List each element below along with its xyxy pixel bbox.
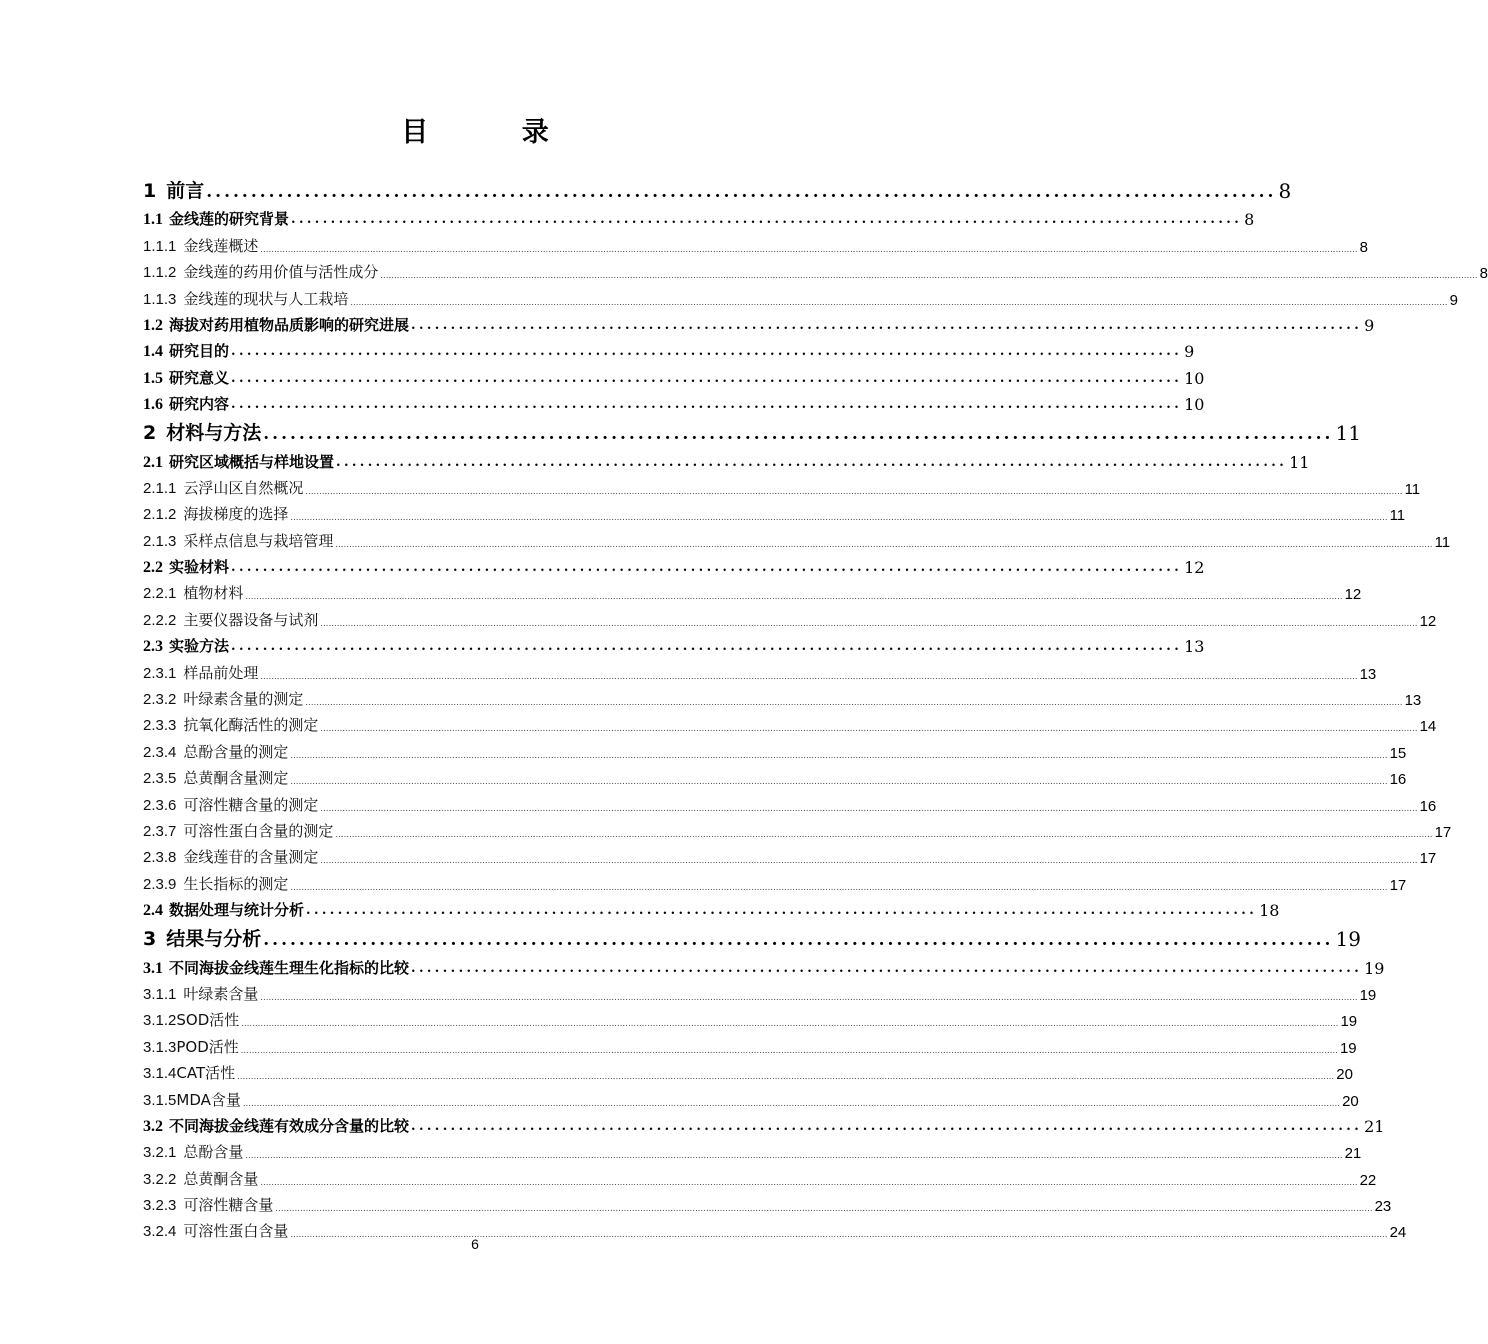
toc-entry-label <box>143 609 318 630</box>
toc-entry[interactable] <box>143 978 1377 1004</box>
dot-leader: ................................................................................................................................................................................................................................................................................................................................................................................................................ <box>237 1072 1335 1082</box>
toc-entry-number: 2.3.4 <box>143 743 177 761</box>
toc-entry-label <box>143 340 229 361</box>
toc-entry-number: 2.1 <box>143 453 163 471</box>
toc-entry[interactable] <box>143 709 1437 736</box>
toc-entry[interactable] <box>143 172 1292 203</box>
toc-entry-page: 13 <box>1404 692 1422 710</box>
toc-entry-label <box>143 418 261 445</box>
toc-entry[interactable] <box>143 841 1437 868</box>
toc-entry-label <box>143 635 229 656</box>
toc-entry[interactable] <box>143 309 1375 335</box>
toc-entry[interactable] <box>143 445 1310 472</box>
page-title: 目 录 <box>401 117 591 148</box>
toc-entry[interactable] <box>143 1030 1357 1057</box>
toc-entry-page: 13 <box>1184 637 1205 657</box>
toc-entry[interactable] <box>143 229 1368 256</box>
toc-entry-label <box>143 688 303 709</box>
toc-entry[interactable] <box>143 1110 1385 1136</box>
toc-entry-label <box>143 503 288 524</box>
toc-entry-title: 叶绿素含量的测定 <box>183 690 304 709</box>
toc-entry[interactable] <box>143 867 1407 894</box>
toc-entry[interactable] <box>143 282 1458 309</box>
toc-entry-number: 2.3.9 <box>143 875 177 893</box>
toc-entry-label <box>143 1062 235 1083</box>
toc-entry-number: 2.2 <box>143 559 163 577</box>
toc-entry-page: 16 <box>1389 771 1407 789</box>
toc-entry[interactable] <box>143 414 1361 446</box>
toc-entry-number: 1.1 <box>143 211 163 229</box>
toc-entry-number: 2.1.3 <box>143 532 177 550</box>
dot-leader: ................................................................................................................................................................................................................................................................................................................................................................................................................ <box>380 271 1478 281</box>
toc-entry[interactable] <box>143 524 1451 551</box>
toc-entry[interactable] <box>143 388 1205 415</box>
toc-entry-page: 17 <box>1419 850 1437 868</box>
toc-entry-label <box>143 983 258 1004</box>
toc-entry-page: 19 <box>1364 958 1385 978</box>
toc-entry-page: 10 <box>1184 368 1205 388</box>
dot-leader: ................................................................................................................................................................................................................................................................................................................................................................................................................ <box>290 882 1388 892</box>
toc-entry-title: 可溶性糖含量 <box>183 1196 274 1215</box>
dot-leader: ................................................................................................................................................................................................................................................................................................................................................................................................................ <box>275 1204 1373 1214</box>
toc-entry-label <box>143 741 288 762</box>
toc-entry[interactable] <box>143 1083 1359 1110</box>
toc-entry-title: 植物材料 <box>183 584 244 603</box>
toc-entry-page: 8 <box>1359 238 1368 256</box>
toc-entry-title: 云浮山区自然概况 <box>183 478 304 497</box>
toc-entry-page: 17 <box>1434 823 1452 841</box>
toc-entry[interactable] <box>143 656 1377 683</box>
toc-entry-number: 2.1.1 <box>143 479 177 497</box>
dot-leader: ........................................................................................................................ <box>231 560 1183 576</box>
toc-entry-number: 3.2.4 <box>143 1223 177 1241</box>
toc-entry-title: 实验材料 <box>169 558 230 577</box>
toc-entry-label <box>143 314 409 335</box>
toc-entry-number: 2.3.5 <box>143 770 177 788</box>
toc-entry-title: 材料与方法 <box>166 422 262 445</box>
dot-leader: ................................................................................................................................................................................................................................................................................................................................................................................................................ <box>260 1177 1358 1187</box>
dot-leader: ................................................................................................................................................................................................................................................................................................................................................................................................................ <box>290 750 1388 760</box>
toc-entry-number: 1.4 <box>143 343 163 361</box>
toc-entry-label <box>143 393 229 414</box>
toc-entry-page: 8 <box>1479 265 1488 283</box>
toc-entry-number: 3.1.1 <box>143 985 177 1003</box>
toc-entry-title: 金线莲的药用价值与活性成分 <box>183 263 379 282</box>
toc-entry-page: 9 <box>1364 315 1375 335</box>
toc-entry-title: 可溶性蛋白含量的测定 <box>183 821 334 840</box>
toc-entry-label <box>143 1168 258 1189</box>
toc-entry-page: 15 <box>1389 744 1407 762</box>
toc-entry-number: 2.3.3 <box>143 717 177 735</box>
toc-entry-label <box>143 662 258 683</box>
dot-leader: ................................................................................................................................................................................................................................................................................................................................................................................................................ <box>245 592 1343 602</box>
toc-entry-label <box>143 1009 239 1030</box>
toc-entry-label <box>143 1141 243 1162</box>
dot-leader: ........................................................................................................................ <box>291 212 1243 228</box>
toc-entry-label <box>143 530 333 551</box>
toc-entry-page: 19 <box>1359 986 1377 1004</box>
toc-entry[interactable] <box>143 735 1407 762</box>
toc-entry-title: 金线莲概述 <box>183 236 259 255</box>
toc-entry[interactable] <box>143 762 1407 789</box>
toc-entry-label <box>143 714 318 735</box>
toc-entry-number: 3.2.3 <box>143 1197 177 1215</box>
toc-entry-label <box>143 794 318 815</box>
toc-entry[interactable] <box>143 472 1421 498</box>
dot-leader: ........................................................................................................................ <box>231 397 1183 413</box>
toc-entry-page: 13 <box>1359 665 1377 683</box>
toc-entry-number: 1.2 <box>143 316 163 334</box>
toc-entry-title: 实验方法 <box>169 637 230 656</box>
toc-entry-label <box>143 451 334 472</box>
toc-entry-title: 研究意义 <box>169 368 230 387</box>
toc-entry-title: 总黄酮含量 <box>183 1169 259 1188</box>
toc-entry-page: 11 <box>1389 507 1406 525</box>
dot-leader: ................................................................................................................................................................................................................................................................................................................................................................................................................ <box>320 856 1418 866</box>
toc-entry-label <box>143 477 303 498</box>
toc-entry-number: 1.5 <box>143 369 163 387</box>
toc-entry-title: 研究目的 <box>169 342 230 361</box>
toc-entry-title: 总酚含量的测定 <box>183 742 289 761</box>
toc-entry-page: 12 <box>1344 586 1362 604</box>
dot-leader: ................................................................................................................................................................................................................................................................................................................................................................................................................ <box>335 829 1433 839</box>
toc-entry[interactable] <box>143 951 1385 978</box>
toc-entry-label <box>143 820 333 841</box>
toc-entry-title: CAT活性 <box>176 1064 236 1083</box>
toc-entry-label <box>143 957 409 978</box>
toc-entry-page: 8 <box>1278 179 1292 203</box>
toc-entry-number: 3.1.5 <box>143 1091 177 1109</box>
toc-entry[interactable] <box>143 815 1452 841</box>
toc-entry-title: 不同海拔金线莲生理生化指标的比较 <box>169 958 410 977</box>
toc-entry-page: 19 <box>1340 1013 1358 1031</box>
toc-entry-title: 金线莲的现状与人工栽培 <box>183 289 349 308</box>
toc-entry-number: 3.2.1 <box>143 1144 177 1162</box>
toc-entry-label <box>143 176 204 203</box>
toc-entry-label <box>143 767 288 788</box>
toc-entry[interactable] <box>143 1057 1353 1084</box>
toc-entry-page: 20 <box>1336 1066 1353 1084</box>
dot-leader: ................................................................................................................................................................................................................................................................................................................................................................................................................ <box>305 486 1403 496</box>
toc-entry-number: 3.2 <box>143 1117 163 1135</box>
dot-leader: ........................................................................................................................ <box>263 424 1334 445</box>
toc-entry[interactable] <box>143 630 1205 657</box>
toc-entry-page: 19 <box>1335 927 1361 952</box>
dot-leader: ................................................................................................................................................................................................................................................................................................................................................................................................................ <box>245 1151 1343 1161</box>
dot-leader: ........................................................................................................................ <box>336 454 1288 470</box>
toc-entry-page: 11 <box>1404 480 1421 498</box>
toc-entry-number: 2.1.2 <box>143 506 177 524</box>
toc-entry[interactable] <box>143 1136 1362 1163</box>
dot-leader: ................................................................................................................................................................................................................................................................................................................................................................................................................ <box>335 539 1433 549</box>
toc-entry[interactable] <box>143 894 1280 921</box>
dot-leader: ........................................................................................................................ <box>306 903 1258 919</box>
toc-entry-number: 2.3.1 <box>143 664 177 682</box>
toc-entry-title: 样品前处理 <box>183 663 259 682</box>
dot-leader: ........................................................................................................................ <box>263 930 1334 951</box>
toc-entry[interactable] <box>143 335 1195 362</box>
toc-entry[interactable] <box>143 1004 1358 1031</box>
toc-entry-number: 3.1.3 <box>143 1038 177 1056</box>
toc-entry-number: 2.3.2 <box>143 691 177 709</box>
dot-leader: ................................................................................................................................................................................................................................................................................................................................................................................................................ <box>242 1098 1341 1108</box>
toc-entry-page: 24 <box>1389 1224 1407 1242</box>
toc-entry-title: 总酚含量 <box>183 1143 244 1162</box>
toc-entry-title: 金线莲的研究背景 <box>169 210 290 229</box>
toc-entry-number: 1.1.3 <box>143 290 177 308</box>
toc-entry-label <box>143 556 229 577</box>
dot-leader: ................................................................................................................................................................................................................................................................................................................................................................................................................ <box>320 803 1418 813</box>
dot-leader: ................................................................................................................................................................................................................................................................................................................................................................................................................ <box>241 1019 1339 1029</box>
toc-entry-label <box>143 924 261 951</box>
dot-leader: ................................................................................................................................................................................................................................................................................................................................................................................................................ <box>305 698 1403 708</box>
toc-entry[interactable] <box>143 256 1488 283</box>
toc-entry[interactable] <box>143 788 1437 815</box>
dot-leader: ........................................................................................................................ <box>411 960 1363 976</box>
toc-entry-title: POD活性 <box>176 1037 239 1056</box>
table-of-contents <box>143 172 1488 1242</box>
toc-entry-number: 1.1.2 <box>143 264 177 282</box>
toc-entry-number: 2.3.8 <box>143 849 177 867</box>
toc-entry-label <box>143 873 288 894</box>
toc-entry[interactable] <box>143 203 1255 230</box>
toc-entry-label <box>143 1036 239 1057</box>
dot-leader: ........................................................................................................................ <box>231 344 1183 360</box>
dot-leader: ................................................................................................................................................................................................................................................................................................................................................................................................................ <box>320 724 1418 734</box>
toc-entry-title: 生长指标的测定 <box>183 874 289 893</box>
toc-entry[interactable] <box>143 1162 1377 1189</box>
toc-entry-page: 9 <box>1184 342 1195 362</box>
toc-entry-label <box>143 1089 241 1110</box>
toc-entry-number: 2.2.2 <box>143 611 177 629</box>
toc-entry-label <box>143 261 378 282</box>
toc-entry-title: 总黄酮含量测定 <box>183 769 289 788</box>
dot-leader: ........................................................................................................................ <box>206 182 1277 202</box>
toc-entry-page: 18 <box>1259 901 1280 921</box>
toc-entry-title: 不同海拔金线莲有效成分含量的比较 <box>169 1116 410 1135</box>
toc-entry-number: 2.4 <box>143 902 163 920</box>
dot-leader: ................................................................................................................................................................................................................................................................................................................................................................................................................ <box>290 777 1388 787</box>
toc-entry-page: 16 <box>1419 797 1437 815</box>
toc-entry-title: SOD活性 <box>176 1011 240 1030</box>
toc-entry[interactable] <box>143 361 1205 388</box>
toc-entry-label <box>143 288 348 309</box>
toc-entry[interactable] <box>143 577 1362 604</box>
toc-entry-label <box>143 846 318 867</box>
toc-entry-page: 11 <box>1289 452 1310 472</box>
toc-entry-number: 2.3.6 <box>143 796 177 814</box>
toc-entry-page: 17 <box>1389 876 1407 894</box>
toc-entry-title: MDA含量 <box>176 1090 241 1109</box>
toc-entry-label <box>143 1194 273 1215</box>
toc-entry-page: 12 <box>1419 612 1437 630</box>
dot-leader: ................................................................................................................................................................................................................................................................................................................................................................................................................ <box>240 1045 1338 1055</box>
toc-entry-number: 3 <box>143 928 157 951</box>
dot-leader: ........................................................................................................................ <box>411 1118 1363 1134</box>
toc-entry-title: 叶绿素含量 <box>183 984 259 1003</box>
toc-entry-label <box>143 367 229 388</box>
toc-entry-page: 14 <box>1419 718 1437 736</box>
toc-entry-title: 数据处理与统计分析 <box>169 901 305 920</box>
toc-entry-title: 研究内容 <box>169 395 230 414</box>
toc-entry-page: 19 <box>1339 1039 1357 1057</box>
toc-entry-number: 3.2.2 <box>143 1170 177 1188</box>
dot-leader: ................................................................................................................................................................................................................................................................................................................................................................................................................ <box>320 618 1418 628</box>
toc-entry-page: 22 <box>1359 1171 1377 1189</box>
toc-entry-number: 2.2.1 <box>143 585 177 603</box>
toc-entry-page: 10 <box>1184 395 1205 415</box>
toc-entry-number: 2.3 <box>143 638 163 656</box>
toc-entry[interactable] <box>143 920 1361 952</box>
dot-leader: ........................................................................................................................ <box>231 370 1183 386</box>
toc-entry-label <box>143 235 258 256</box>
toc-entry-page: 21 <box>1344 1145 1362 1163</box>
toc-entry-label <box>143 899 304 920</box>
toc-entry[interactable] <box>143 1189 1392 1216</box>
toc-entry-title: 采样点信息与栽培管理 <box>183 531 334 550</box>
toc-entry-label <box>143 208 289 229</box>
toc-entry-number: 1 <box>143 180 157 202</box>
toc-entry-title: 前言 <box>166 180 205 202</box>
toc-entry[interactable] <box>143 603 1437 630</box>
toc-entry-title: 金线莲苷的含量测定 <box>183 848 319 867</box>
toc-entry-page: 9 <box>1449 291 1458 309</box>
toc-entry-number: 1.1.1 <box>143 237 177 255</box>
toc-entry-page: 11 <box>1335 421 1361 446</box>
toc-entry-label <box>143 1115 409 1136</box>
toc-entry-page: 20 <box>1342 1092 1359 1110</box>
toc-entry-number: 2 <box>143 422 157 445</box>
toc-entry-title: 海拔对药用植物品质影响的研究进展 <box>169 315 410 334</box>
toc-entry-title: 可溶性糖含量的测定 <box>183 795 319 814</box>
toc-entry-number: 2.3.7 <box>143 822 177 840</box>
dot-leader: ................................................................................................................................................................................................................................................................................................................................................................................................................ <box>290 513 1388 523</box>
toc-entry-page: 8 <box>1244 210 1255 230</box>
dot-leader: ................................................................................................................................................................................................................................................................................................................................................................................................................ <box>260 671 1358 681</box>
toc-entry[interactable] <box>143 551 1205 578</box>
dot-leader: ................................................................................................................................................................................................................................................................................................................................................................................................................ <box>350 297 1448 307</box>
toc-entry[interactable] <box>143 683 1422 710</box>
page-number: 6 <box>471 1236 479 1252</box>
toc-entry-title: 可溶性蛋白含量 <box>183 1222 289 1241</box>
toc-entry-page: 21 <box>1364 1116 1385 1136</box>
toc-entry-number: 1.6 <box>143 396 163 414</box>
dot-leader: ................................................................................................................................................................................................................................................................................................................................................................................................................ <box>260 992 1358 1002</box>
toc-entry-number: 3.1 <box>143 959 163 977</box>
toc-entry-title: 主要仪器设备与试剂 <box>183 610 319 629</box>
toc-entry-page: 23 <box>1374 1198 1392 1216</box>
toc-entry-page: 12 <box>1184 558 1205 578</box>
toc-entry-title: 结果与分析 <box>166 928 262 951</box>
dot-leader: ........................................................................................................................ <box>411 317 1363 333</box>
toc-entry-title: 研究区域概括与样地设置 <box>169 452 335 471</box>
dot-leader: ........................................................................................................................ <box>231 639 1183 655</box>
toc-entry-title: 海拔梯度的选择 <box>183 505 289 524</box>
dot-leader: ................................................................................................................................................................................................................................................................................................................................................................................................................ <box>290 1230 1388 1240</box>
toc-entry-number: 3.1.2 <box>143 1012 177 1030</box>
toc-entry-number: 3.1.4 <box>143 1065 177 1083</box>
toc-entry-page: 11 <box>1434 533 1451 551</box>
toc-entry-label <box>143 582 243 603</box>
toc-entry[interactable] <box>143 498 1406 525</box>
toc-entry-title: 抗氧化酶活性的测定 <box>183 716 319 735</box>
dot-leader: ................................................................................................................................................................................................................................................................................................................................................................................................................ <box>260 244 1358 254</box>
